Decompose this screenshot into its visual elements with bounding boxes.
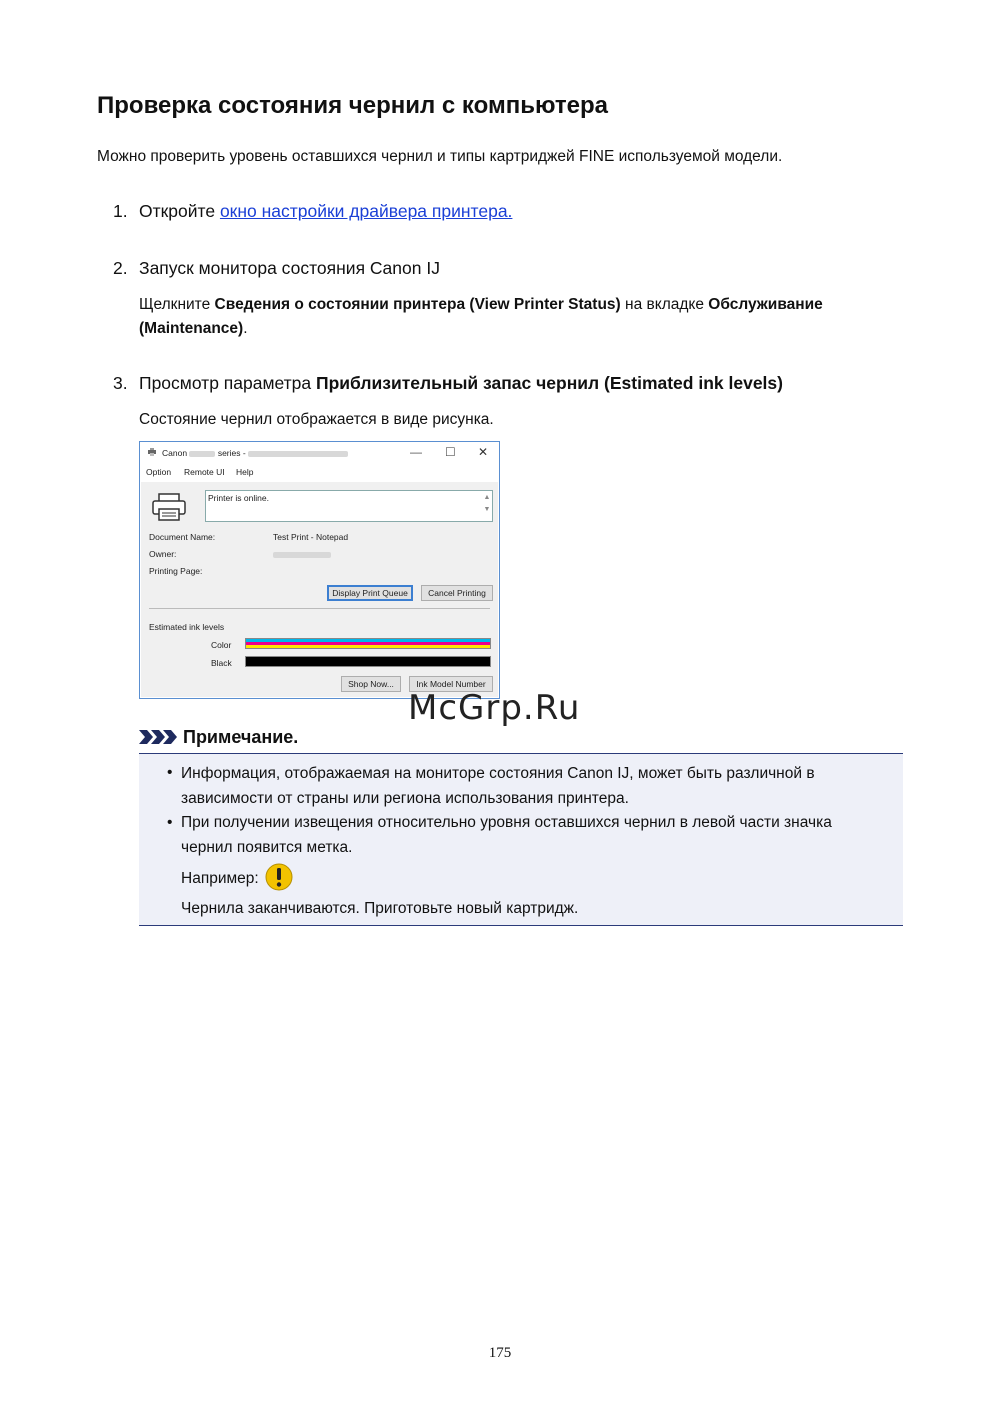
step-text: Запуск монитора состояния Canon IJ: [139, 258, 440, 278]
scrollbar[interactable]: ▲ ▼: [483, 494, 491, 513]
window-title: Canon series -: [162, 448, 348, 458]
window-client: [141, 482, 498, 697]
step-text: Откройте окно настройки драйвера принтера.: [139, 201, 513, 221]
menu-bar: [140, 464, 499, 482]
close-button[interactable]: ✕: [478, 445, 489, 459]
menu-remote-ui[interactable]: Remote UI: [184, 467, 225, 477]
status-monitor-window: [139, 441, 500, 699]
watermark: McGrp.Ru: [408, 688, 581, 728]
color-ink-bar: [245, 638, 491, 649]
menu-option[interactable]: Option: [146, 467, 172, 477]
printing-page-label: Printing Page:: [149, 566, 203, 576]
step-number: 2.: [113, 258, 128, 278]
owner-label: Owner:: [149, 549, 177, 559]
ink-levels-label: Estimated ink levels: [149, 622, 225, 632]
shop-now-button[interactable]: Shop Now...: [341, 676, 401, 692]
note-heading: Примечание.: [139, 727, 298, 748]
ink-model-number-button[interactable]: Ink Model Number: [409, 676, 493, 692]
color-ink-label: Color: [211, 640, 232, 650]
yellow-ink-level: [246, 645, 490, 648]
menu-help[interactable]: Help: [236, 467, 254, 477]
page-number: 175: [488, 1345, 512, 1361]
owner-value: [273, 549, 331, 559]
divider: [149, 608, 490, 609]
bullet: •: [167, 764, 173, 781]
maximize-button[interactable]: ☐: [445, 445, 456, 459]
printer-app-icon: [147, 447, 157, 457]
step-number: 3.: [113, 373, 128, 393]
page-title: Проверка состояния чернил с компьютера: [97, 92, 608, 119]
black-ink-bar: [245, 656, 491, 667]
note-example-text: Чернила заканчиваются. Приготовьте новый картридж.: [181, 900, 579, 917]
status-message-box: [205, 490, 493, 522]
step-text: Просмотр параметра Приблизительный запас чернил (Estimated ink levels): [139, 373, 783, 393]
note-arrows-icon: [139, 729, 179, 745]
step-number: 1.: [113, 201, 128, 221]
note-example: Например:: [181, 863, 881, 891]
cancel-printing-button[interactable]: Cancel Printing: [421, 585, 493, 601]
driver-settings-link[interactable]: окно настройки драйвера принтера.: [219, 201, 513, 221]
document-name-value: Test Print - Notepad: [273, 532, 349, 542]
document-name-label: Document Name:: [149, 532, 216, 542]
step-2-detail: Щелкните Сведения о состоянии принтера (View Printer Status) на вкладке Обслуживание (Maintenance).: [139, 296, 823, 337]
window-titlebar: [140, 442, 499, 464]
note-item-1: Информация, отображаемая на мониторе состояния Canon IJ, может быть различной в зависимости от страны или региона использования принтера.: [181, 765, 815, 807]
minimize-button[interactable]: —: [410, 445, 422, 459]
status-text: Printer is online.: [208, 493, 269, 503]
note-box: [139, 753, 903, 926]
step-3-detail: Состояние чернил отображается в виде рисунка.: [139, 411, 494, 428]
black-ink-label: Black: [211, 658, 232, 668]
note-item-2: При получении извещения относительно уровня оставшихся чернил в левой части значка чернил появится метка.: [181, 814, 832, 856]
intro-text: Можно проверить уровень оставшихся чернил и типы картриджей FINE используемой модели.: [97, 148, 783, 165]
printer-icon: [151, 492, 187, 522]
warning-icon: [265, 863, 293, 891]
display-print-queue-button[interactable]: Display Print Queue: [327, 585, 413, 601]
bullet: •: [167, 814, 173, 831]
